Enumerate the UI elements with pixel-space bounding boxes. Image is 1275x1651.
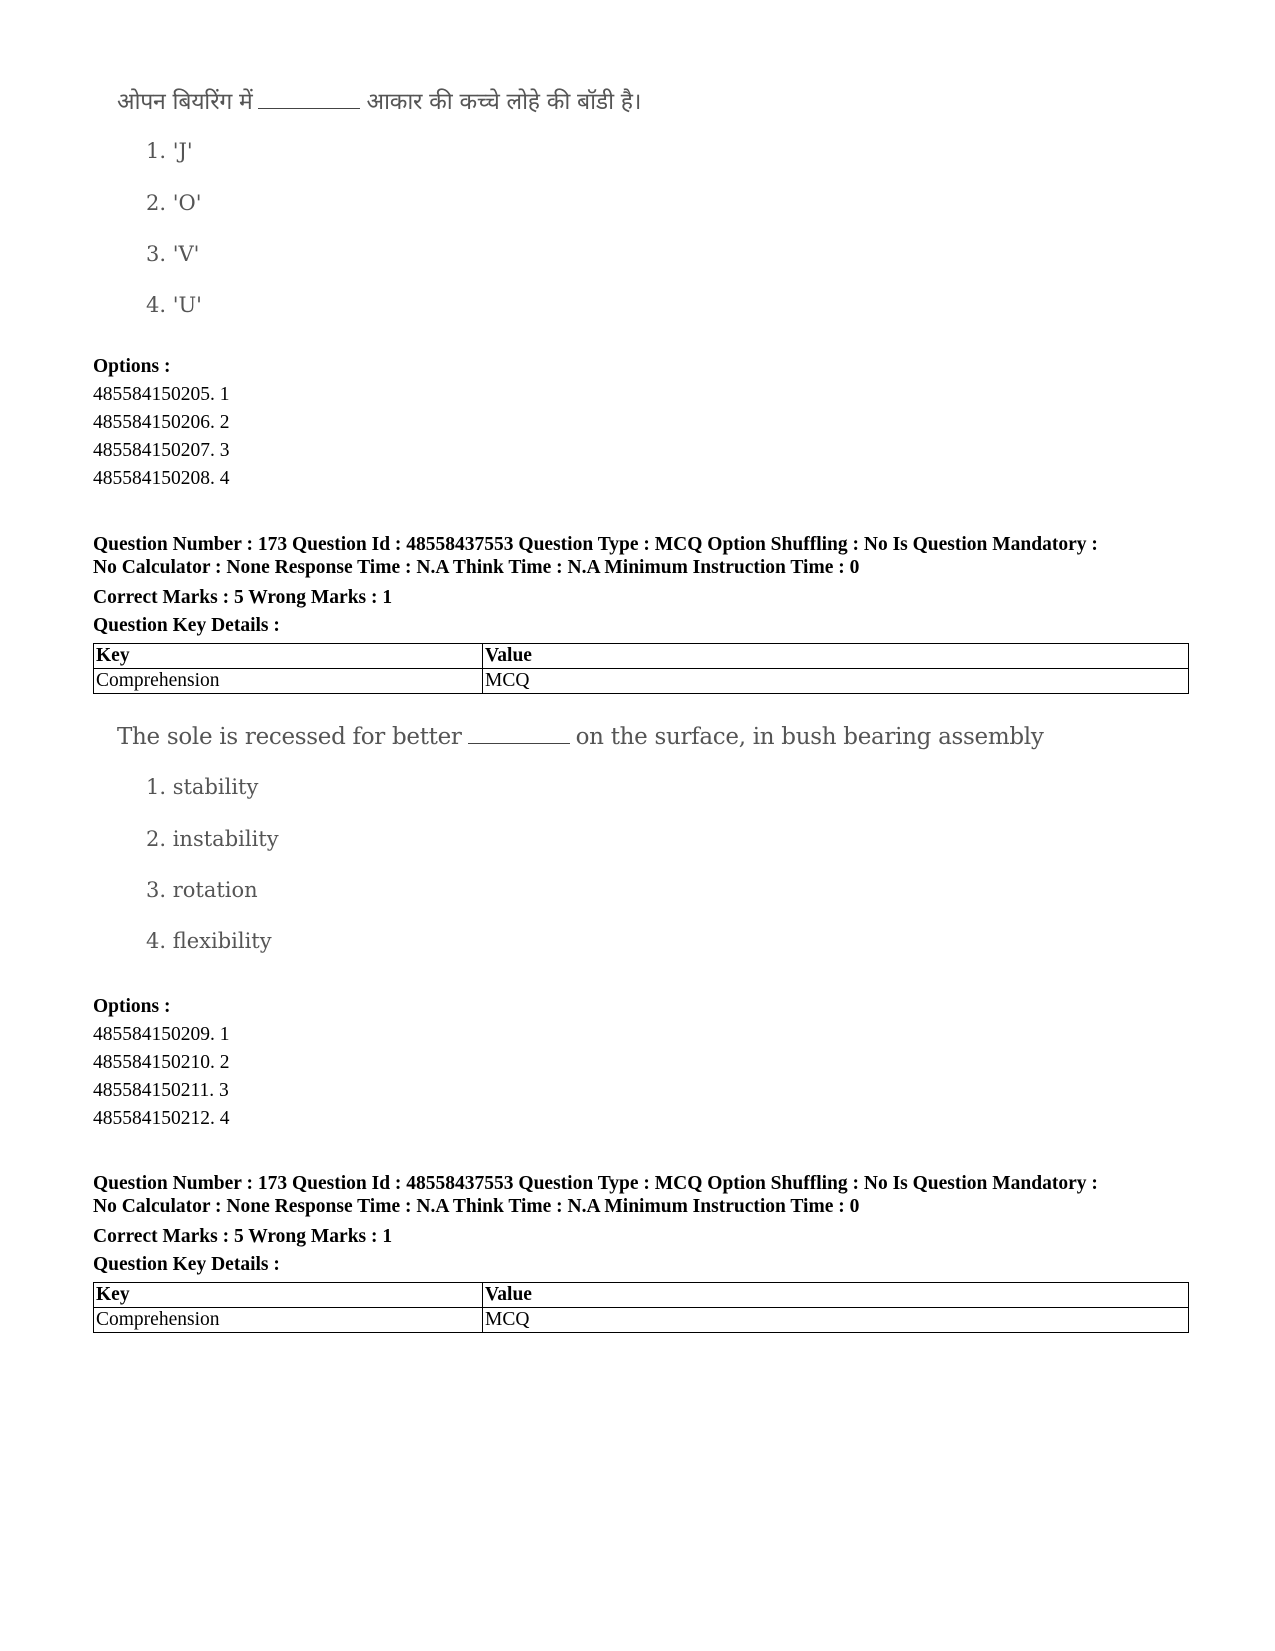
question-meta-line-2: No Calculator : None Response Time : N.A Think Time : N.A Minimum Instruction Time : 0 xyxy=(93,1196,860,1217)
question-stem-before: ओपन बियरिंग में xyxy=(117,89,253,115)
key-details-label: Question Key Details : xyxy=(93,615,280,636)
option-line: 485584150206. 2 xyxy=(93,412,230,433)
table-header-row xyxy=(94,1283,1189,1308)
options-label: Options : xyxy=(93,996,171,1017)
option-line: 485584150212. 4 xyxy=(93,1108,230,1129)
options-label: Options : xyxy=(93,356,171,377)
option-line: 485584150211. 3 xyxy=(93,1080,229,1101)
option-line: 485584150209. 1 xyxy=(93,1024,230,1045)
table-row xyxy=(94,669,1189,694)
question-stem xyxy=(117,84,641,116)
choice-3: 3. rotation xyxy=(146,878,258,902)
choice-4: 4. flexibility xyxy=(146,929,272,953)
key-details-table xyxy=(93,1282,1189,1333)
option-line: 485584150210. 2 xyxy=(93,1052,230,1073)
option-line: 485584150205. 1 xyxy=(93,384,230,405)
choice-1: 1. 'J' xyxy=(146,139,193,163)
option-line: 485584150208. 4 xyxy=(93,468,230,489)
question-meta xyxy=(93,1172,1213,1218)
table-cell-key: Comprehension xyxy=(94,669,483,694)
choice-2: 2. 'O' xyxy=(146,191,202,215)
question-meta xyxy=(93,533,1213,579)
question-image-english xyxy=(93,715,1044,965)
marks-line: Correct Marks : 5 Wrong Marks : 1 xyxy=(93,1226,393,1247)
question-stem-after: on the surface, in bush bearing assembly xyxy=(575,724,1044,750)
table-row xyxy=(94,1308,1189,1333)
choice-2: 2. instability xyxy=(146,827,279,851)
table-header-key: Key xyxy=(94,1283,483,1308)
choice-1: 1. stability xyxy=(146,775,259,799)
table-header-value: Value xyxy=(483,1283,1189,1308)
option-line: 485584150207. 3 xyxy=(93,440,230,461)
answer-blank xyxy=(468,743,570,744)
choice-3: 3. 'V' xyxy=(146,242,200,266)
answer-blank xyxy=(258,108,360,109)
marks-line: Correct Marks : 5 Wrong Marks : 1 xyxy=(93,587,393,608)
table-cell-key: Comprehension xyxy=(94,1308,483,1333)
table-header-value: Value xyxy=(483,644,1189,669)
table-cell-value: MCQ xyxy=(483,1308,1189,1333)
question-stem xyxy=(117,724,1044,750)
table-header-row xyxy=(94,644,1189,669)
question-stem-before: The sole is recessed for better xyxy=(117,724,462,750)
question-meta-line-1: Question Number : 173 Question Id : 48558437553 Question Type : MCQ Option Shuffling : No Is Question Mandatory : xyxy=(93,1173,1098,1194)
table-cell-value: MCQ xyxy=(483,669,1189,694)
choice-4: 4. 'U' xyxy=(146,293,202,317)
key-details-table xyxy=(93,643,1189,694)
question-image-hindi xyxy=(93,80,713,330)
question-meta-line-1: Question Number : 173 Question Id : 48558437553 Question Type : MCQ Option Shuffling : No Is Question Mandatory : xyxy=(93,534,1098,555)
question-stem-after: आकार की कच्चे लोहे की बॉडी है। xyxy=(366,89,642,115)
question-meta-line-2: No Calculator : None Response Time : N.A Think Time : N.A Minimum Instruction Time : 0 xyxy=(93,557,860,578)
table-header-key: Key xyxy=(94,644,483,669)
key-details-label: Question Key Details : xyxy=(93,1254,280,1275)
